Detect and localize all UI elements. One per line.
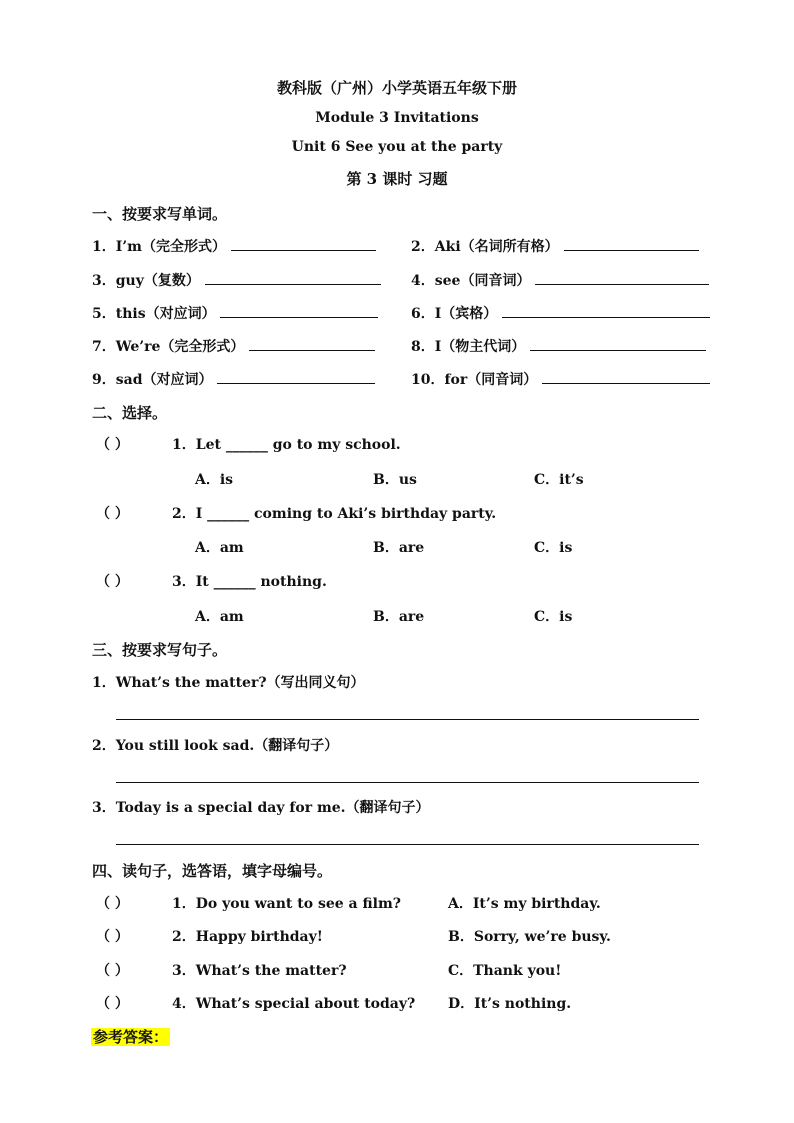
section3-heading: 三、按要求写句子。 [92,641,228,659]
option-b: B．us [373,472,417,488]
option-b: B．are [373,540,425,556]
item-number: 4． [411,273,435,289]
sentence-item-1: 1．What’s the matter?（写出同义句） [92,675,365,691]
section1-heading: 一、按要求写单词。 [92,205,228,223]
section2-heading: 二、选择。 [92,404,168,422]
writing-line[interactable] [116,719,699,720]
writing-line[interactable] [116,782,699,783]
answer-blank[interactable] [205,270,381,285]
word-item-3 [92,270,381,290]
option-a: A．is [195,472,234,488]
lesson-title: 第 3 课时 习题 [346,170,448,188]
option-b: B．are [373,609,425,625]
word-item-6 [411,303,710,323]
word-item-7 [92,336,375,356]
match-answer: B．Sorry, we’re busy. [448,929,611,945]
answer-bracket[interactable]: （ ） [96,506,129,522]
answer-blank[interactable] [220,303,378,318]
sentence-item-3: 3．Today is a special day for me.（翻译句子） [92,800,430,816]
answer-blank[interactable] [535,270,709,285]
word-item-10 [411,369,710,389]
option-c: C．is [534,609,573,625]
item-number: 5． [92,306,116,322]
option-a: A．am [195,609,244,625]
item-prompt: I’m（完全形式） [115,239,226,255]
module-title: Module 3 Invitations [315,110,479,126]
item-number: 2． [411,239,435,255]
answer-blank[interactable] [530,336,706,351]
match-question: 1．Do you want to see a film? [172,896,401,912]
answer-blank[interactable] [502,303,710,318]
answer-blank[interactable] [564,236,699,251]
answer-blank[interactable] [231,236,376,251]
item-prompt: guy（复数） [115,273,200,289]
word-item-4 [411,270,709,290]
option-c: C．is [534,540,573,556]
writing-line[interactable] [116,844,699,845]
item-prompt: see（同音词） [434,273,531,289]
word-item-5 [92,303,378,323]
question-stem: 1．Let ______ go to my school. [172,437,401,453]
item-number: 7． [92,339,116,355]
answer-blank[interactable] [542,369,710,384]
answer-bracket[interactable]: （ ） [96,996,129,1012]
answer-bracket[interactable]: （ ） [96,574,129,590]
match-question: 2．Happy birthday! [172,929,323,945]
option-a: A．am [195,540,244,556]
word-item-8 [411,336,706,356]
option-c: C．it’s [534,472,584,488]
item-number: 6． [411,306,435,322]
item-number: 8． [411,339,435,355]
item-prompt: Aki（名词所有格） [434,239,559,255]
match-answer: C．Thank you! [448,963,562,979]
item-prompt: I（物主代词） [434,339,526,355]
match-answer: A．It’s my birthday. [448,896,601,912]
answer-blank[interactable] [249,336,375,351]
item-number: 10． [411,372,445,388]
sentence-item-2: 2．You still look sad.（翻译句子） [92,738,339,754]
match-question: 4．What’s special about today? [172,996,416,1012]
answer-key-text: 参考答案： [93,1028,169,1046]
item-number: 1． [92,239,116,255]
answer-bracket[interactable]: （ ） [96,437,129,453]
page-title: 教科版（广州）小学英语五年级下册 [276,79,517,97]
item-prompt: I（宾格） [434,306,498,322]
question-stem: 3．It ______ nothing. [172,574,327,590]
section4-heading: 四、读句子，选答语，填字母编号。 [92,862,333,880]
item-number: 9． [92,372,116,388]
match-question: 3．What’s the matter? [172,963,347,979]
word-item-1 [92,236,376,256]
answer-key-label [91,1026,170,1047]
item-prompt: for（同音词） [444,372,538,388]
item-prompt: We’re（完全形式） [115,339,245,355]
item-prompt: sad（对应词） [115,372,213,388]
unit-title: Unit 6 See you at the party [291,139,503,155]
match-answer: D．It’s nothing. [448,996,572,1012]
item-prompt: this（对应词） [115,306,216,322]
answer-bracket[interactable]: （ ） [96,929,129,945]
item-number: 3． [92,273,116,289]
word-item-2 [411,236,699,256]
question-stem: 2．I ______ coming to Aki’s birthday party. [172,506,497,522]
answer-bracket[interactable]: （ ） [96,896,129,912]
word-item-9 [92,369,375,389]
answer-blank[interactable] [217,369,375,384]
answer-bracket[interactable]: （ ） [96,963,129,979]
